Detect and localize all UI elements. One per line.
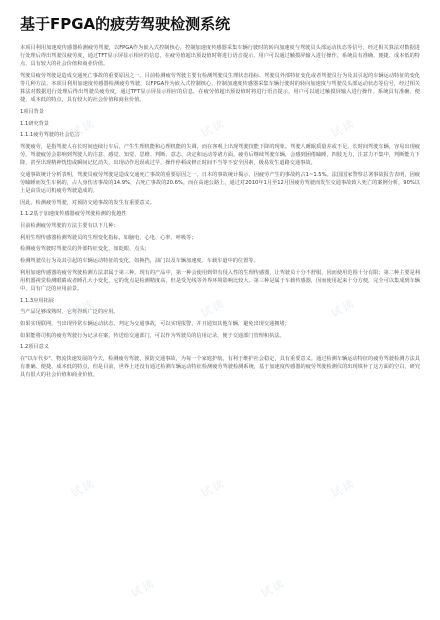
section-heading: 1项目背景 <box>20 108 45 115</box>
paragraph-intro: 本项目利用加速度传感器检测疲劳驾驶，以FPGA作为嵌入式控制核心，控制加速度传感器采集车辆行驶时的转向加速度与驾驶员头部运动状态等信号，经过相关算法对数据进行处理后得出驾驶员疲劳度，通过TFT显示屏显示相应的信息，在疲劳值超出预设值时将进行语音提示，用户可以通过触摸屏输入进行操作。系统具有准确、便捷、成本低的特点，具有较大的社会价值和商业价值。 <box>20 45 420 68</box>
paragraph: 因此，检测疲劳驾驶，对预防交通事故的发生有重要意义。 <box>20 199 155 206</box>
watermark: 试读 <box>68 296 98 321</box>
section-heading: 1.1.3应用拓展 <box>20 297 54 304</box>
watermark: 试读 <box>328 116 358 141</box>
watermark: 试读 <box>328 296 358 321</box>
watermark: 试读 <box>198 116 228 141</box>
paragraph: 如果实现联网，当出现异常车辆运动状态，判定为交通事故，可以实现报警，并且通知其他车辆，避免出现交通拥堵； <box>20 321 290 328</box>
paragraph: 检测驾驶员行为及其引起的车辆运动特征的变化，如换挡，油门以及车辆加速度、车载车道中的位置等。 <box>20 258 259 265</box>
paragraph: 目前检测疲劳驾驶的方法主要有以下几种： <box>20 223 119 230</box>
paragraph: 检测疲劳驾驶时驾驶员的外部特征变化，如眨眼、点头； <box>20 246 150 253</box>
section-heading: 1.1研究背景 <box>20 120 49 127</box>
watermark: 试读 <box>68 476 98 501</box>
watermark: 试读 <box>328 476 358 501</box>
watermark: 试读 <box>128 576 158 601</box>
paragraph: 利用加速传感器的疲劳驾驶检测方法隶属于第三种。现有的产品中，第一种会使用到带有侵入性的生理传感器，让驾驶员十分不舒服，因而使用范围十分有限；第二种主要是利用机器视觉检测眼睛或者睡孔大小变化，它的优点是检测精度高，但是受光线等外界环境影响比较大。第三种是属于车载传感器，因而使用起来十分方便，完全可以集成到车辆中，具有广泛的应用前景。 <box>20 269 420 292</box>
section-heading: 1.1.2基于加速度传感器疲劳驾驶检测的优越性 <box>20 211 127 218</box>
paragraph: 在"以车代步"、物流快速发展的今天，检测疲劳驾驶，预防交通事故，为每一个家庭护航，有利于维护社会稳定，具有重要意义。通过检测车辆运动特征的疲劳驾驶检测方法具有准确、便捷、成本低的特点，但是目前，世界上还没有通过检测车辆运动特征检测疲劳驾驶检测系统，基于加速度传感器的疲劳驾驶检测仪的出现填补了这方面的空白，研究具有很大的社会价值和商业价值。 <box>20 356 420 379</box>
watermark: 试读 <box>198 296 228 321</box>
paragraph: 如果能将司机的疲劳驾驶行为记录在案，传送给交通部门，可以作为驾驶员的信用记录，便于交通部门管理和执法。 <box>20 332 285 339</box>
section-heading: 1.2项目意义 <box>20 344 49 351</box>
document-page <box>20 14 420 383</box>
paragraph-abstract: 驾驶员疲劳驾驶是造成交通死亡事故的重要原因之一。目前检测疲劳驾驶主要有检测驾驶员生理状态指标、驾驶员外部特征变化或者驾驶员行为及其引起的车辆运动特征的变化等几种方法。本项目利用加速度传感器检测疲劳驾驶，以FPGA作为嵌入式控制核心，控制加速度传感器采集车辆行驶时的转向加速度与驾驶员头部运动状态等信号，经过相关算法对数据进行处理后得出驾驶员疲劳度，通过TFT显示屏显示相应的信息，在疲劳值超出预设值时将进行语音提示，用户可以通过触摸屏输入进行操作。系统具有准确、便捷、成本低的特点，具有较大的社会价值和商业价值。 <box>20 72 420 104</box>
document-body <box>20 44 420 379</box>
paragraph: 当产品足够成熟时，它将得到广泛的应用。 <box>20 309 119 316</box>
watermark: 试读 <box>258 576 288 601</box>
document-title: 基于FPGA的疲劳驾驶检测系统 <box>20 15 231 33</box>
watermark: 试读 <box>68 116 98 141</box>
paragraph: 驾驶疲劳，是指驾驶人在长时间连续行车后，产生生理机能和心理机能的失调，而在客观上出现驾驶技能下降的现象。驾驶人睡眠质量差或不足，长时间驾驶车辆，容易出现疲劳。驾驶疲劳会影响到驾驶人的注意、感觉、知觉、思维、判断、意志、决定和运动等诸方面。疲劳后继续驾驶车辆，会感到困倦瞌睡，四肢无力，注意力不集中，判断能力下降，甚至出现精神恍惚或瞬间记忆消失，出现动作迟误或过早，操作停顿或修正时间不当等不安全因素，极易发生道路交通事故。 <box>20 143 420 167</box>
paragraph: 交通事故统计分析表明，驾驶员疲劳驾驶是造成交通死亡事故的重要原因之一。日本的事故统计揭示，因疲劳产生的事故约占1~1.5%。法国国家警察总署事故报告表明，因疲劳瞌睡而发生车祸的，占人身伤害事故的14.9%，占死亡事故的20.6%。而在高速公路上，通过对2010年1月至12月因疲劳驾驶而发生交通事故致人死亡的案例分析，90%以上是由货运司机疲劳驾驶造成的。 <box>20 171 420 194</box>
paragraph: 利用生理传感器检测驾驶员的生理变化指标，如脑电、心电、心率、呼吸等； <box>20 234 197 241</box>
section-heading: 1.1.1疲劳驾驶的社会危害 <box>20 132 80 139</box>
watermark: 试读 <box>198 476 228 501</box>
